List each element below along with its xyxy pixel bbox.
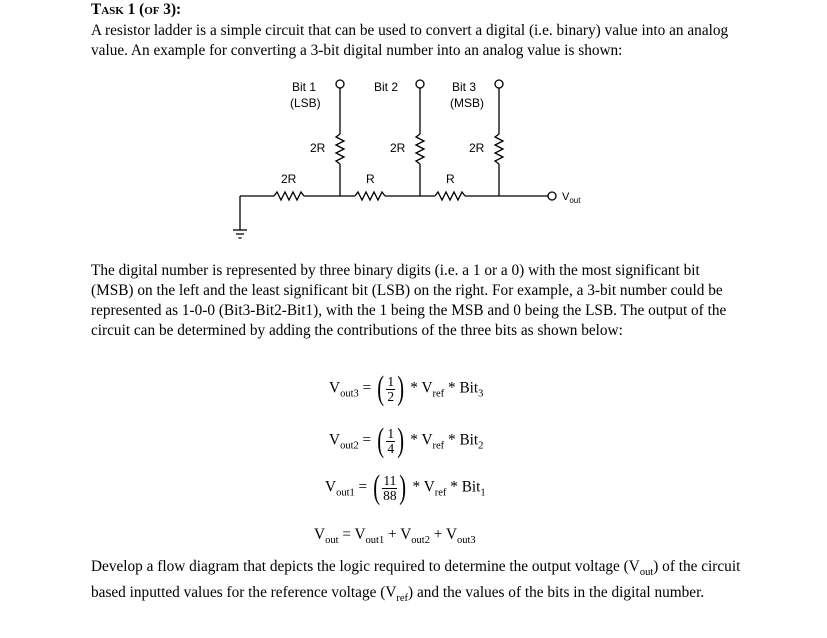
label-r-b: R — [446, 172, 455, 186]
vout-label: $V_{out}$ — [562, 191, 581, 205]
bit3-msb-label: (MSB) — [450, 96, 484, 110]
body-paragraph: The digital number is represented by three binary digits (i.e. a 1 or a 0) with the most significant bit (MSB) on the left and the least significant bit (LSB) on the right. For example, a 3-bit number could be represented as 1-0-0 (Bit3-Bit2-Bit1), with the 1 being the MSB and 0 being the LSB. The output of the circuit can be determined by adding the contributions of the three bits as shown below: — [91, 262, 727, 339]
resistor-2r-bit2 — [416, 134, 424, 164]
bit1-terminal — [336, 80, 344, 88]
vout-terminal — [548, 192, 556, 200]
bit2-label: Bit 2 — [374, 80, 399, 94]
resistor-r-b — [435, 192, 465, 200]
resistor-r-a — [355, 192, 385, 200]
bit1-lsb-label: (LSB) — [290, 96, 321, 110]
equation-vout-sum: $V_{out} = V_{out1} + V_{out2} + V_{out3}$ — [314, 526, 476, 547]
intro-paragraph: A resistor ladder is a simple circuit that can be used to convert a digital (i.e. binary) value into an analog value. An example for converting a 3-bit digital number into an analog value is shown: — [91, 22, 729, 59]
bit1-label: Bit 1 — [292, 80, 317, 94]
bit2-terminal — [416, 80, 424, 88]
label-2r-bit2: 2R — [390, 141, 406, 155]
resistor-2r-bit3 — [495, 134, 503, 164]
equation-vout1: $V_{out1}$ = ( $\frac{11}{88}$ ) * $V_{ref} * Bit_1$ — [325, 469, 486, 506]
resistor-2r-series — [274, 192, 304, 200]
resistor-2r-bit1 — [336, 134, 344, 164]
label-r-a: R — [366, 172, 375, 186]
equation-vout2: $V_{out2}$ = ( $\frac{1}{4}$ ) * $V_{ref} * Bit_2$ — [329, 422, 484, 459]
resistor-ladder-diagram — [230, 72, 610, 252]
label-2r-bit1: 2R — [310, 141, 326, 155]
closing-paragraph: Develop a flow diagram that depicts the logic required to determine the output voltage $(V_{out})$ of the circuit based inputted values for the reference voltage $(V_{ref})$ and the values of the bits in the digital number. — [91, 558, 741, 605]
label-2r-bit3: 2R — [469, 141, 485, 155]
bit3-terminal — [495, 80, 503, 88]
equation-vout3: $V_{out3}$ = ( $\frac{1}{2}$ ) * $V_{ref} * Bit_3$ — [329, 370, 484, 407]
bit3-label: Bit 3 — [452, 80, 477, 94]
label-2r-series: 2R — [281, 172, 297, 186]
task-title: Task 1 (of 3): — [91, 1, 182, 18]
